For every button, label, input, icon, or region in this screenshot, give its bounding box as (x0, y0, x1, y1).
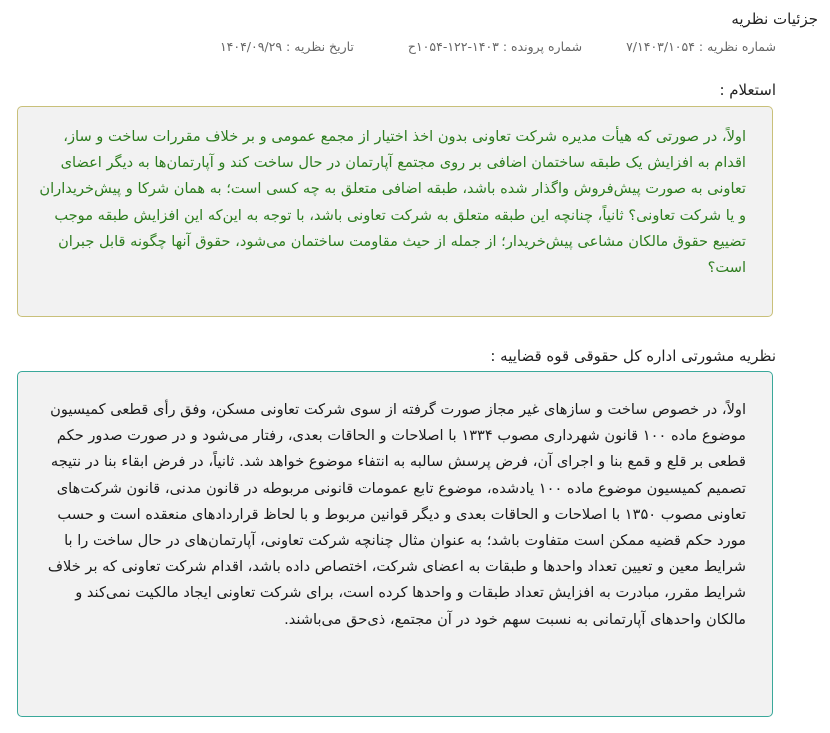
meta-row (220, 39, 776, 54)
opinion-date: تاریخ نظریه : ۱۴۰۴/۰۹/۲۹ (219, 39, 354, 54)
opinion-number: شماره نظریه : ۷/۱۴۰۳/۱۰۵۴ (626, 39, 776, 54)
inquiry-label: استعلام : (719, 81, 776, 99)
page-title: جزئیات نظریه (731, 10, 818, 28)
opinion-text: اولاً، در خصوص ساخت و سازهای غیر مجاز صورت گرفته از سوی شرکت تعاونی مسکن، وفق رأی قطعی کمیسیون موضوع ماده ۱۰۰ قانون شهرداری مصوب ۱۳۳۴ با اصلاحات و الحاقات بعدی، رفتار می‌شود و در صورت صدور حکم قطعی بر قلع و قمع بنا و اجرای آن، فرض پرسش سالبه به انتفاء موضوع خواهد شد. ثانیاً، در فرض ابقاء بنا در نتیجه تصمیم کمیسیون موضوع ماده ۱۰۰ یادشده، موضوع تابع عمومات قانونی مربوطه در قانون مدنی، قانون شرکت‌های تعاونی مصوب ۱۳۵۰ با اصلاحات و الحاقات بعدی و دیگر قوانین مربوط و با لحاظ قراردادهای منعقده است و حسب مورد حکم قضیه ممکن است متفاوت باشد؛ به عنوان مثال چنانچه شرکت تعاونی، آپارتمان‌های در حال ساخت را با شرایط معین و تعیین تعداد واحدها و طبقات به اعضای شرکت، اختصاص داده باشد، اقدام شرکت تعاونی که بر خلاف شرایط مقرر، مبادرت به افزایش تعداد طبقات و واحدها کرده است، برای شرکت تعاونی ایجاد مالکیت نمی‌کند و مالکان واحدهای آپارتمانی به نسبت سهم خود در آن مجتمع، ذی‌حق می‌باشند. (47, 401, 746, 628)
inquiry-box (17, 106, 773, 317)
opinion-box (17, 371, 773, 717)
case-number: شماره پرونده : ۱۴۰۳-۱۲۲-۱۰۵۴ح (407, 39, 583, 54)
opinion-label: نظریه مشورتی اداره کل حقوقی قوه قضاییه : (490, 347, 776, 365)
inquiry-text: اولاً، در صورتی که هیأت مدیره شرکت تعاونی بدون اخذ اختیار از مجمع عمومی و بر خلاف مقررات ساخت و ساز، اقدام به افزایش یک طبقه ساختمان اضافی بر روی مجتمع آپارتمان در حال ساخت کند و آپارتمان‌ها به دیگر اعضای تعاونی به صورت پیش‌فروش واگذار شده باشد، طبقه اضافی متعلق به چه کسی است؛ به همان شرکا و پیش‌خریداران و یا شرکت تعاونی؟ ثانیاً، چنانچه این طبقه متعلق به شرکت تعاونی باشد، با توجه به این‌که این افزایش طبقه موجب تضییع حقوق مالکان مشاعی پیش‌خریدار؛ از جمله از حیث مقاومت ساختمان می‌شود، حقوق آنها چگونه قابل جبران است؟ (39, 128, 746, 277)
